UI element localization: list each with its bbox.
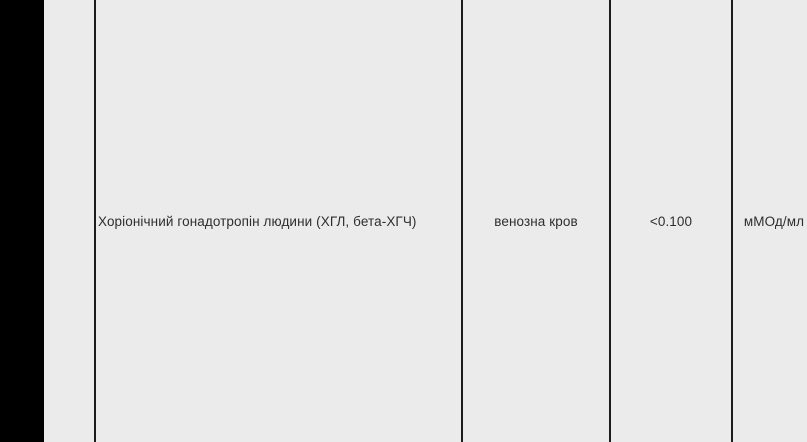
table-cell-units bbox=[731, 0, 807, 442]
units-text: мМОд/мл bbox=[743, 213, 805, 229]
table-cell-result bbox=[609, 0, 731, 442]
result-value-text: <0.100 bbox=[649, 213, 693, 229]
table-cell-analysis-name bbox=[94, 0, 461, 442]
analysis-name-text: Хоріонічний гонадотропін людини (ХГЛ, бета-ХГЧ) bbox=[98, 213, 417, 229]
table-cell-material bbox=[461, 0, 609, 442]
scan-edge-strip bbox=[0, 0, 44, 442]
material-text: венозна кров bbox=[494, 213, 578, 229]
lab-results-table bbox=[94, 0, 807, 442]
